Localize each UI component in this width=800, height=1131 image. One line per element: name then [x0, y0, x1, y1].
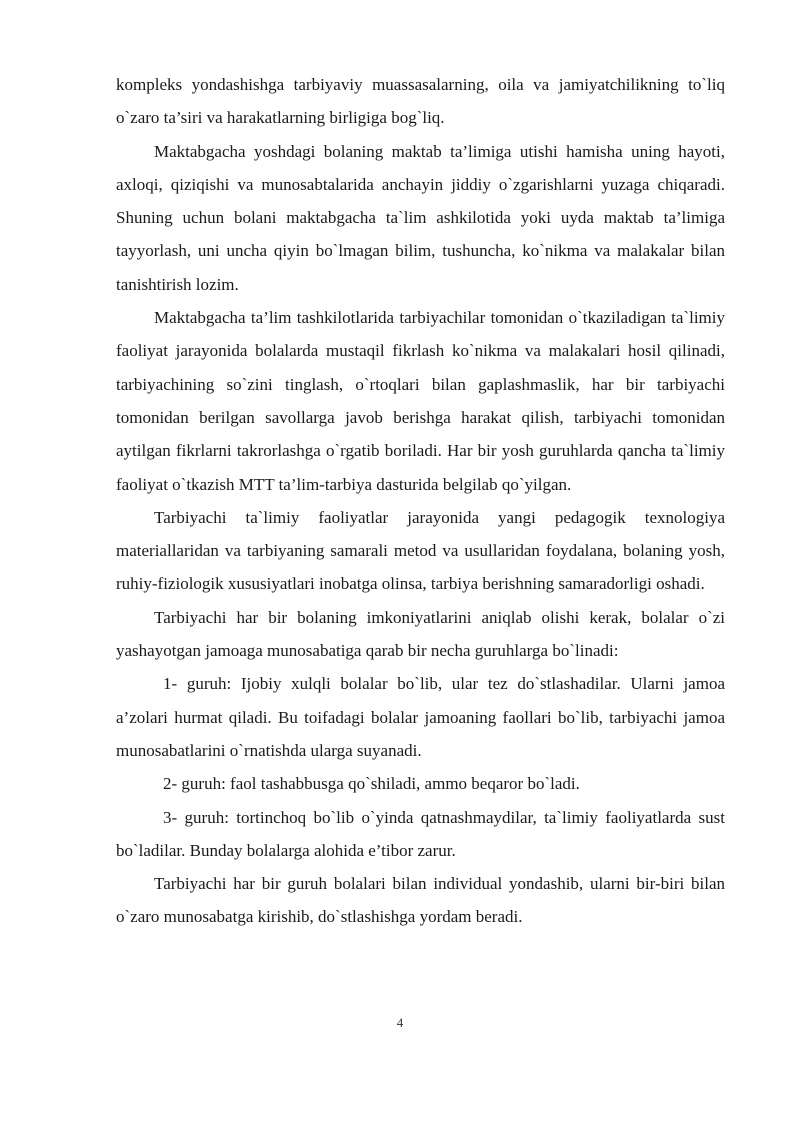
- page-number: 4: [396, 1015, 404, 1030]
- paragraph-continuation: kompleks yondashishga tarbiyaviy muassasalarning, oila va jamiyatchilikning to`liq o`zaro ta’siri va harakatlarning birligiga bog`liq.: [116, 75, 725, 128]
- document-body: [116, 68, 725, 934]
- paragraph-child-groups-intro: Tarbiyachi har bir bolaning imkoniyatlarini aniqlab olishi kerak, bolalar o`zi yashayotgan jamoaga munosabatiga qarab bir necha guruhlarga bo`linadi:: [116, 607, 725, 661]
- paragraph-individual-approach: Tarbiyachi har bir guruh bolalari bilan individual yondashib, ularni bir-biri bilan o`zaro munosabatga kirishib, do`stlashishga yordam beradi.: [116, 874, 725, 927]
- paragraph-pedagogical-technology: Tarbiyachi ta`limiy faoliyatlar jarayonida yangi pedagogik texnologiya materiallaridan va tarbiyaning samarali metod va usullaridan foydalana, bolaning yosh, ruhiy-fiziologik xususiyatlari inobatga olinsa, tarbiya berishning samaradorligi oshadi.: [116, 507, 725, 594]
- list-item-group-2: 2- guruh: faol tashabbusga qo`shiladi, ammo beqaror bo`ladi.: [163, 774, 580, 794]
- paragraph-educational-activity: Maktabgacha ta’lim tashkilotlarida tarbiyachilar tomonidan o`tkaziladigan ta`limiy faoliyat jarayonida bolalarda mustaqil fikrlash ko`nikma va malakalari hosil qilinadi, tarbiyachining so`zini tinglash, o`rtoqlari bilan gaplashmaslik, har bir tarbiyachi tomonidan berilgan savollarga javob berishga harakat qilish, tarbiyachi tomonidan aytilgan fikrlarni takrorlashga o`rgatib boriladi. Har bir yosh guruhlarda qancha ta`limiy faoliyat o`tkazish MTT ta’lim-tarbiya dasturida belgilab qo`yilgan.: [116, 308, 725, 494]
- list-item-group-3: 3- guruh: tortinchoq bo`lib o`yinda qatnashmaydilar, ta`limiy faoliyatlarda sust bo`ladilar. Bunday bolalarga alohida e’tibor zarur.: [116, 807, 725, 860]
- paragraph-school-transition: Maktabgacha yoshdagi bolaning maktab ta’limiga utishi hamisha uning hayoti, axloqi, qiziqishi va munosabtalarida anchayin jiddiy o`zgarishlarni yuzaga chiqaradi. Shuning uchun bolani maktabgacha ta`lim ashkilotida yoki uyda maktab ta’limiga tayyorlash, uni uncha qiyin bo`lmagan bilim, tushuncha, ko`nikma va malakalar bilan tanishtirish lozim.: [116, 141, 725, 294]
- list-item-group-1: 1- guruh: Ijobiy xulqli bolalar bo`lib, ular tez do`stlashadilar. Ularni jamoa a’zolari hurmat qiladi. Bu toifadagi bolalar jamoaning faollari bo`lib, tarbiyachi jamoa munosabatlarini o`rnatishda ularga suyanadi.: [116, 674, 725, 760]
